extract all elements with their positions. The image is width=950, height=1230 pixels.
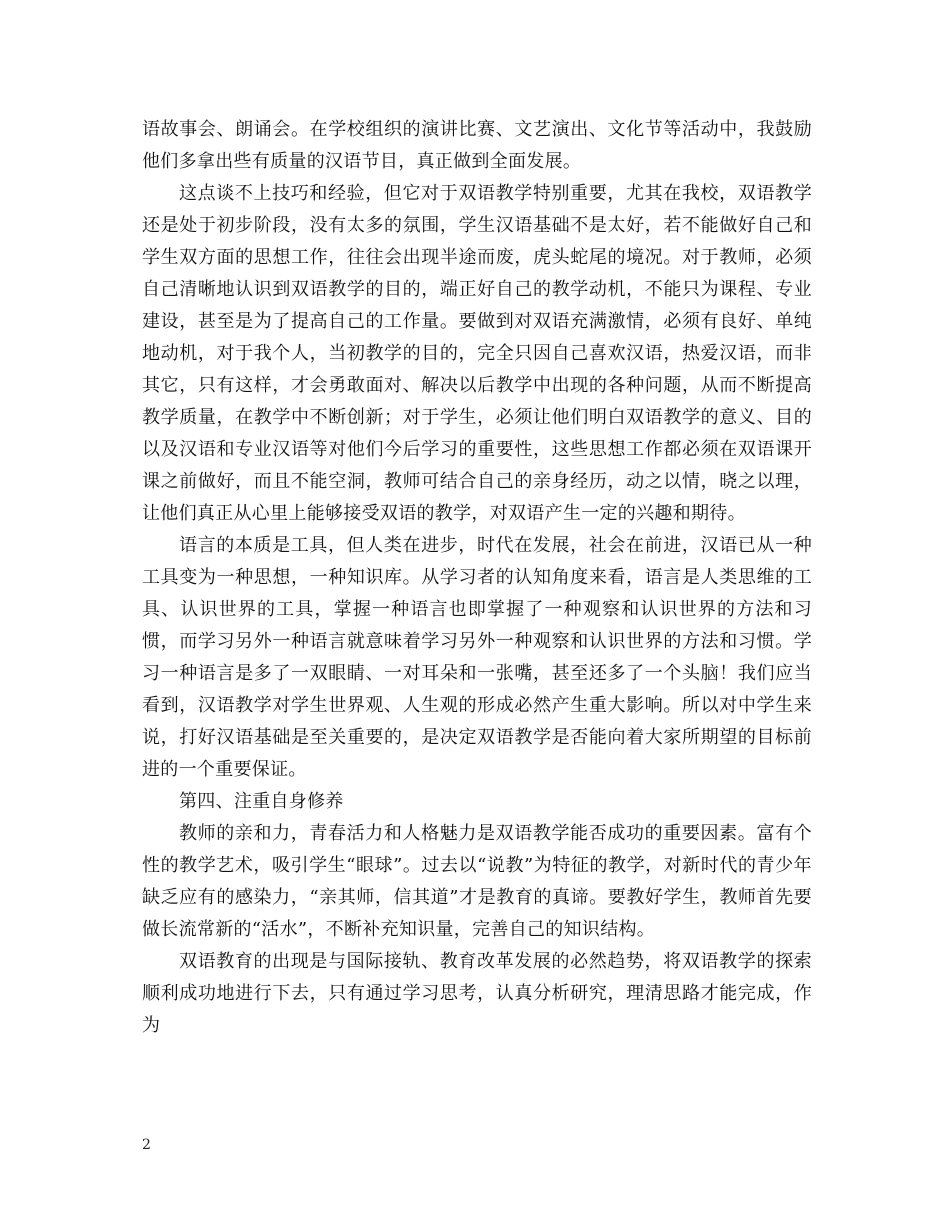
paragraph-language-as-tool: 语言的本质是工具，但人类在进步，时代在发展，社会在前进，汉语已从一种工具变为一种思想，一种知识库。从学习者的认知角度来看，语言是人类思维的工具、认识世界的工具，掌握一种语言也即掌握了一种观察和认识世界的方法和习惯，而学习另外一种语言就意味着学习另外一种观察和认识世界的方法和习惯。学习一种语言是多了一双眼睛、一对耳朵和一张嘴，甚至还多了一个头脑！我们应当看到，汉语教学对学生世界观、人生观的形成必然产生重大影响。所以对中学生来说，打好汉语基础是至关重要的，是决定双语教学是否能向着大家所期望的目标前进的一个重要保证。 bbox=[142, 535, 812, 780]
page-number: 2 bbox=[142, 1137, 151, 1153]
paragraph-bilingual-trend: 双语教育的出现是与国际接轨、教育改革发展的必然趋势，将双语教学的探索顺利成功地进行下去，只有通过学习思考，认真分析研究，理清思路才能完成，作为 bbox=[142, 951, 812, 1036]
paragraph-teacher-charisma: 教师的亲和力，青春活力和人格魅力是双语教学能否成功的重要因素。富有个性的教学艺术，吸引学生“眼球”。过去以“说教”为特征的教学，对新时代的青少年缺乏应有的感染力，“亲其师，信其道”才是教育的真谛。要教好学生，教师首先要做长流常新的“活水”，不断补充知识量，完善自己的知识结构。 bbox=[142, 823, 812, 940]
paragraph-continuation: 语故事会、朗诵会。在学校组织的演讲比赛、文艺演出、文化节等活动中，我鼓励他们多拿出些有质量的汉语节目，真正做到全面发展。 bbox=[142, 119, 812, 172]
paragraph-bilingual-motivation: 这点谈不上技巧和经验，但它对于双语教学特别重要，尤其在我校，双语教学还是处于初步阶段，没有太多的氛围，学生汉语基础不是太好，若不能做好自己和学生双方面的思想工作，往往会出现半途而废，虎头蛇尾的境况。对于教师，必须自己清晰地认识到双语教学的目的，端正好自己的教学动机，不能只为课程、专业建设，甚至是为了提高自己的工作量。要做到对双语充满激情，必须有良好、单纯地动机，对于我个人，当初教学的目的，完全只因自己喜欢汉语，热爱汉语，而非其它，只有这样，才会勇敢面对、解决以后教学中出现的各种问题，从而不断提高教学质量，在教学中不断创新；对于学生，必须让他们明白双语教学的意义、目的以及汉语和专业汉语等对他们今后学习的重要性，这些思想工作都必须在双语课开课之前做好，而且不能空洞，教师可结合自己的亲身经历，动之以情，晓之以理，让他们真正从心里上能够接受双语的教学，对双语产生一定的兴趣和期待。 bbox=[142, 183, 812, 524]
section-heading: 第四、注重自身修养 bbox=[179, 791, 344, 812]
document-body bbox=[142, 114, 812, 1042]
